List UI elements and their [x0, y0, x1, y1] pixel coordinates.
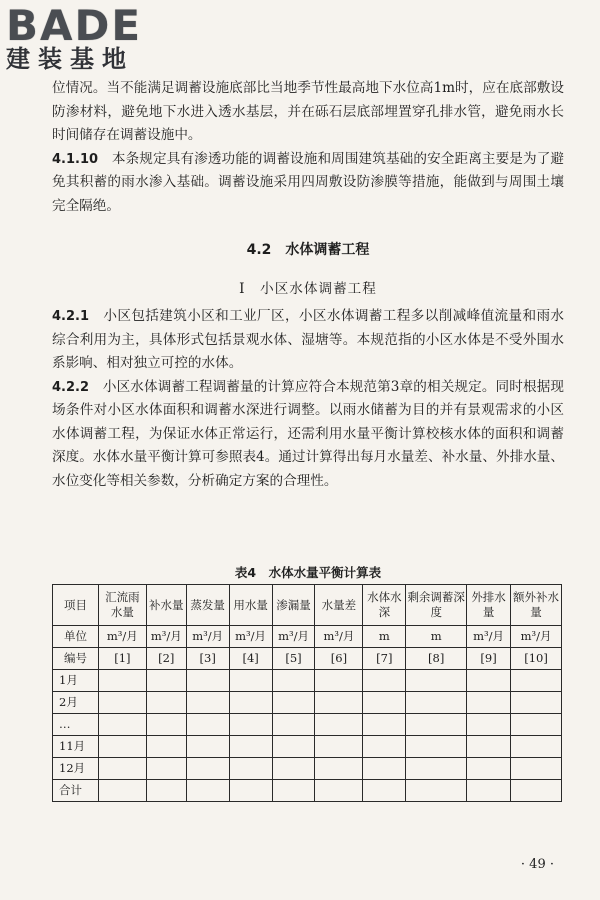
unit-cell: m³/月	[146, 626, 186, 648]
clause-4-2-1	[52, 305, 564, 376]
logo-mark: BADE	[6, 1, 143, 50]
page-body	[52, 77, 564, 493]
paragraph-continued: 位情况。当不能满足调蓄设施底部比当地季节性最高地下水位高1m时，应在底部敷设防渗材料，避免地下水进入透水基层，并在砾石层底部埋置穿孔排水管，避免雨水长时间储存在调蓄设施中。	[52, 80, 564, 143]
clause-4-1-10	[52, 148, 564, 219]
code-cell: [1]	[98, 648, 146, 670]
row-label: 编号	[53, 648, 99, 670]
clause-text: 小区包括建筑小区和工业厂区，小区水体调蓄工程多以削减峰值流量和雨水综合利用为主，具体形式包括景观水体、湿塘等。本规范指的小区水体是不受外围水系影响、相对独立可控的水体。	[52, 308, 565, 371]
row-label: 单位	[53, 626, 99, 648]
header-cell: 汇流雨水量	[98, 585, 146, 626]
row-label: …	[53, 714, 99, 736]
clause-text: 小区水体调蓄工程调蓄量的计算应符合本规范第3章的相关规定。同时根据现场条件对小区水体面积和调蓄水深进行调整。以雨水储蓄为目的并有景观需求的小区水体调蓄工程，为保证水体正常运行，还需利用水量平衡计算校核水体的面积和调蓄深度。水体水量平衡计算可参照表4。通过计算得出每月水量差、补水量、外排水量、水位变化等相关参数，分析确定方案的合理性。	[52, 378, 565, 489]
unit-cell: m	[406, 626, 467, 648]
unit-cell: m³/月	[186, 626, 229, 648]
clause-4-2-2	[52, 376, 564, 494]
code-cell: [6]	[315, 648, 363, 670]
code-cell: [10]	[511, 648, 562, 670]
header-cell: 水量差	[315, 585, 363, 626]
header-cell: 外排水量	[467, 585, 511, 626]
table-title: 表4 水体水量平衡计算表	[234, 565, 382, 580]
table-codes-row	[53, 648, 562, 670]
clause-number: 4.2.1	[52, 309, 90, 324]
header-cell: 剩余调蓄深度	[406, 585, 467, 626]
clause-text: 本条规定具有渗透功能的调蓄设施和周围建筑基础的安全距离主要是为了避免其积蓄的雨水渗入基础。调蓄设施采用四周敷设防渗膜等措施，能做到与周围土壤完全隔绝。	[52, 150, 565, 214]
row-label: 1月	[53, 670, 99, 692]
page-number: · 49 ·	[520, 857, 554, 872]
table-row	[53, 670, 562, 692]
code-cell: [8]	[406, 648, 467, 670]
code-cell: [2]	[146, 648, 186, 670]
code-cell: [4]	[229, 648, 272, 670]
logo-subtitle: 建装基地	[6, 45, 134, 73]
table-row	[53, 714, 562, 736]
row-label: 合计	[53, 780, 99, 802]
header-cell: 项目	[53, 585, 99, 626]
row-label: 2月	[53, 692, 99, 714]
table-units-row	[53, 626, 562, 648]
header-cell: 水体水深	[363, 585, 406, 626]
table-header-row	[53, 585, 562, 626]
unit-cell: m³/月	[272, 626, 315, 648]
table-row	[53, 692, 562, 714]
unit-cell: m³/月	[229, 626, 272, 648]
code-cell: [3]	[186, 648, 229, 670]
subsection-title: Ⅰ 小区水体调蓄工程	[239, 280, 377, 297]
table-row	[53, 758, 562, 780]
table-row	[53, 780, 562, 802]
table-row	[53, 736, 562, 758]
clause-number: 4.2.2	[52, 379, 90, 395]
code-cell: [9]	[467, 648, 511, 670]
header-cell: 额外补水量	[511, 585, 562, 626]
unit-cell: m³/月	[315, 626, 363, 648]
site-logo	[6, 1, 143, 73]
unit-cell: m³/月	[511, 626, 562, 648]
row-label: 11月	[53, 736, 99, 758]
water-balance-table	[52, 584, 562, 802]
unit-cell: m³/月	[467, 626, 511, 648]
header-cell: 用水量	[229, 585, 272, 626]
unit-cell: m³/月	[98, 626, 146, 648]
clause-number: 4.1.10	[52, 151, 99, 167]
section-title: 4.2 水体调蓄工程	[246, 242, 370, 258]
row-label: 12月	[53, 758, 99, 780]
header-cell: 蒸发量	[186, 585, 229, 626]
code-cell: [5]	[272, 648, 315, 670]
header-cell: 渗漏量	[272, 585, 315, 626]
code-cell: [7]	[363, 648, 406, 670]
header-cell: 补水量	[146, 585, 186, 626]
unit-cell: m	[363, 626, 406, 648]
